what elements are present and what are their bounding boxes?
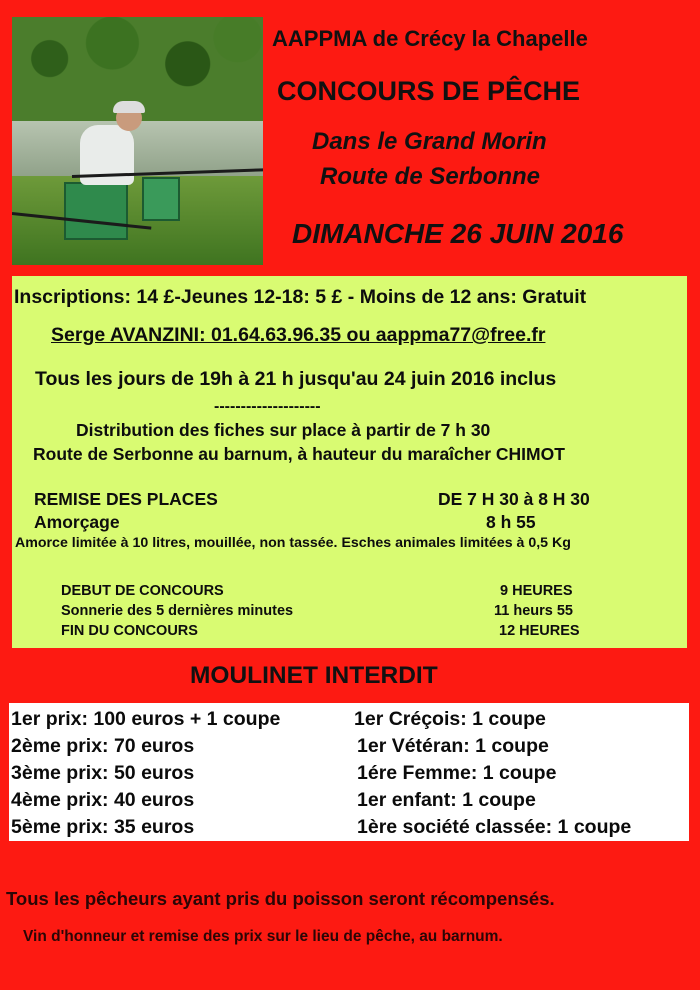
event-date: DIMANCHE 26 JUIN 2016	[292, 218, 624, 249]
sonnerie-time: 11 heurs 55	[494, 603, 573, 619]
schedule-text: Tous les jours de 19h à 21 h jusqu'au 24 juin 2016 inclus	[35, 368, 557, 390]
prize-right-5: 1ère société classée: 1 coupe	[357, 816, 632, 838]
debut-time: 9 HEURES	[500, 583, 573, 599]
inscriptions-text: Inscriptions: 14 £-Jeunes 12-18: 5 £ - Moins de 12 ans: Gratuit	[14, 286, 587, 308]
fishing-photo	[12, 17, 263, 265]
prize-table	[9, 703, 689, 841]
places-time: DE 7 H 30 à 8 H 30	[438, 489, 590, 509]
prize-right-4: 1er enfant: 1 coupe	[357, 789, 536, 811]
fin-time: 12 HEURES	[499, 623, 580, 639]
location-line-1: Dans le Grand Morin	[312, 128, 547, 155]
amorce-rule-text: Amorce limitée à 10 litres, mouillée, non tassée. Esches animales limitées à 0,5 Kg	[15, 535, 571, 551]
separator-line: --------------------	[214, 398, 321, 415]
photo-angler-cap	[113, 101, 145, 113]
route-text: Route de Serbonne au barnum, à hauteur du maraîcher CHIMOT	[33, 444, 565, 464]
prize-right-1: 1er Créçois: 1 coupe	[354, 708, 546, 730]
places-label: REMISE DES PLACES	[34, 489, 218, 509]
moulinet-interdit-notice: MOULINET INTERDIT	[190, 662, 438, 689]
prize-left-4: 4ème prix: 40 euros	[11, 789, 195, 811]
distribution-text: Distribution des fiches sur place à partir de 7 h 30	[76, 420, 491, 440]
photo-seat-box	[64, 182, 128, 240]
prize-left-3: 3ème prix: 50 euros	[11, 762, 195, 784]
prize-left-2: 2ème prix: 70 euros	[11, 735, 195, 757]
photo-grass	[12, 176, 263, 265]
footer-line-1: Tous les pêcheurs ayant pris du poisson seront récompensés.	[6, 888, 555, 909]
contact-text: Serge AVANZINI: 01.64.63.96.35 ou aappma77@free.fr	[51, 324, 546, 346]
fin-label: FIN DU CONCOURS	[61, 623, 198, 639]
organization-name: AAPPMA de Crécy la Chapelle	[272, 26, 588, 51]
debut-label: DEBUT DE CONCOURS	[61, 583, 224, 599]
photo-tackle-box	[142, 177, 180, 221]
sonnerie-label: Sonnerie des 5 dernières minutes	[61, 603, 294, 619]
prize-right-2: 1er Vétéran: 1 coupe	[357, 735, 549, 757]
prize-right-3: 1ére Femme: 1 coupe	[357, 762, 557, 784]
prize-left-1: 1er prix: 100 euros + 1 coupe	[11, 708, 281, 730]
footer-line-2: Vin d'honneur et remise des prix sur le lieu de pêche, au barnum.	[23, 928, 503, 945]
info-panel	[12, 276, 687, 648]
amorcage-time: 8 h 55	[486, 512, 536, 532]
event-title: CONCOURS DE PÊCHE	[277, 76, 581, 106]
prize-left-5: 5ème prix: 35 euros	[11, 816, 195, 838]
location-line-2: Route de Serbonne	[320, 163, 541, 190]
amorcage-label: Amorçage	[34, 512, 120, 532]
